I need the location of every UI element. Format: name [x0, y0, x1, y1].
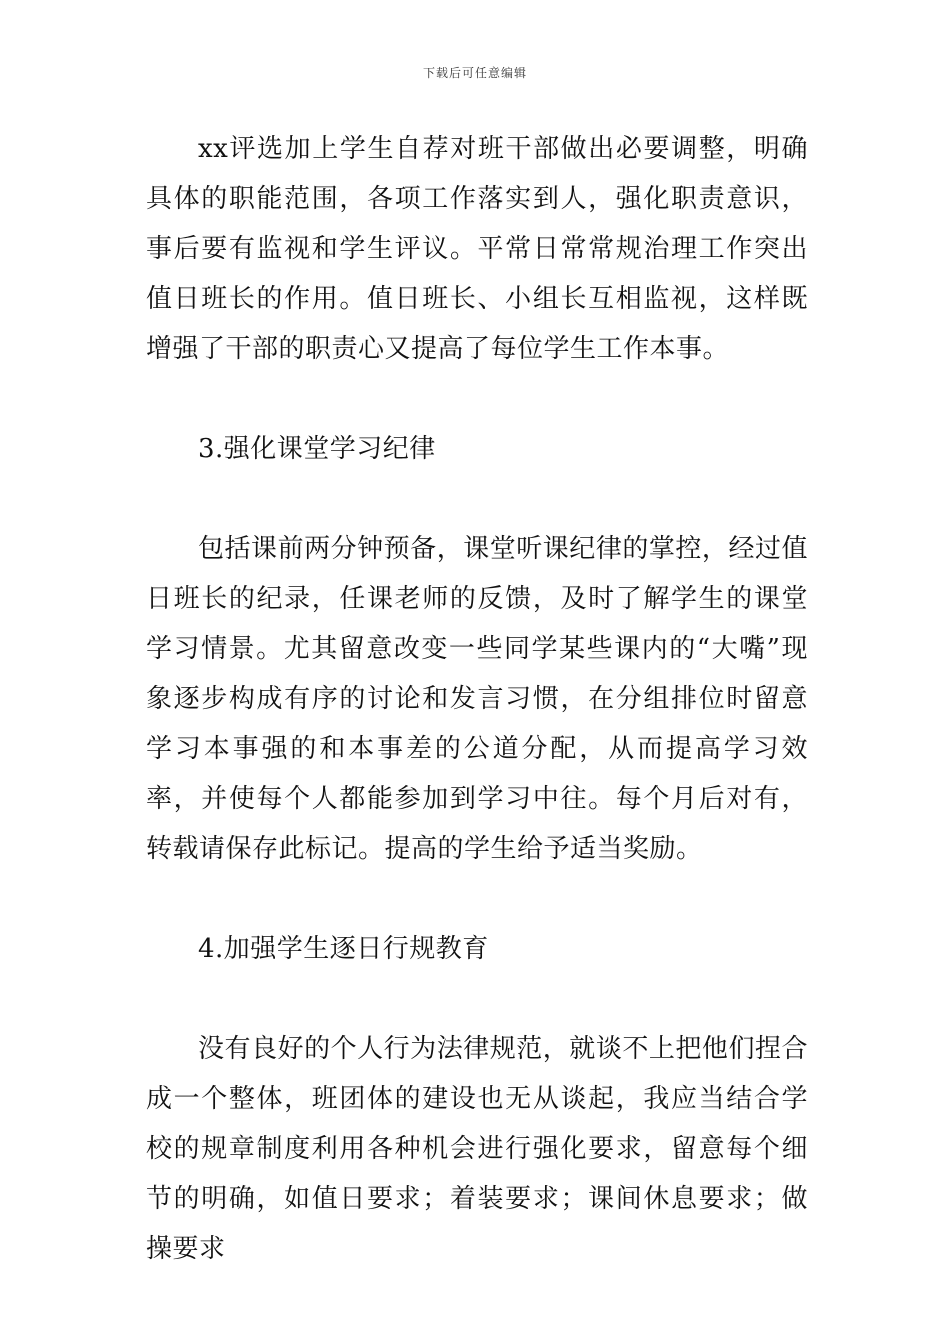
paragraph-classroom-discipline: 包括课前两分钟预备，课堂听课纪律的掌控，经过值日班长的纪录，任课老师的反馈，及时了解学生的课堂学习情景。尤其留意改变一些同学某些课内的“大嘴”现象逐步构成有序的讨论和发言习惯，在分组排位时留意学习本事强的和本事差的公道分配，从而提高学习效率，并使每个人都能参加到学习中往。每个月后对有，转载请保存此标记。提高的学生给予适当奖励。: [146, 534, 808, 864]
section-heading-4: 4.加强学生逐日行规教育: [198, 934, 489, 964]
section-heading-3: 3.强化课堂学习纪律: [198, 434, 436, 464]
paragraph-behavior-education: 没有良好的个人行为法律规范，就谈不上把他们捏合成一个整体，班团体的建设也无从谈起，我应当结合学校的规章制度利用各种机会进行强化要求，留意每个细节的明确，如值日要求；着装要求；课间休息要求；做操要求: [146, 1034, 808, 1264]
document-body: [146, 124, 808, 1274]
page-header: 下载后可任意编辑: [422, 66, 527, 80]
paragraph-class-cadre: xx评选加上学生自荐对班干部做出必要调整，明确具体的职能范围，各项工作落实到人，强化职责意识，事后要有监视和学生评议。平常日常常规治理工作突出值日班长的作用。值日班长、小组长互相监视，这样既增强了干部的职责心又提高了每位学生工作本事。: [146, 134, 808, 364]
